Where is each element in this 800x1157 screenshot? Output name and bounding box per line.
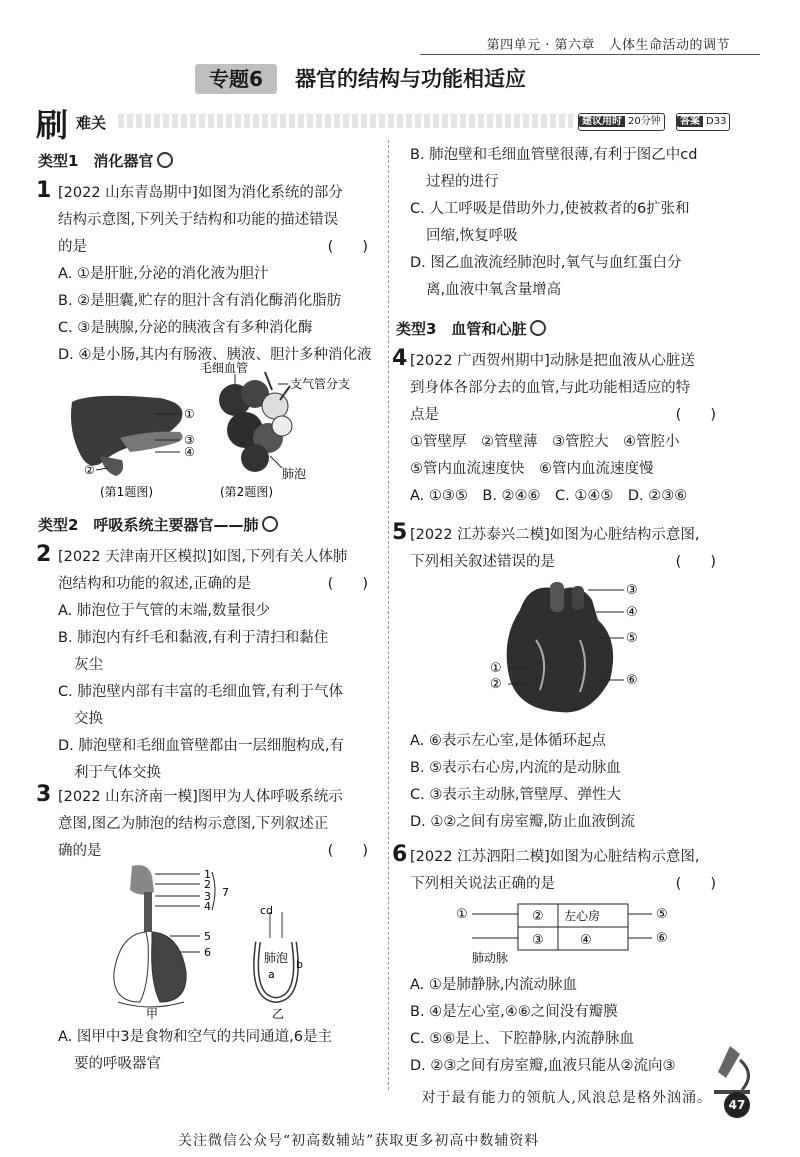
yi-label-a: a [268, 968, 275, 981]
q2-stem-2: 泡结构和功能的叙述,正确的是 [58, 576, 252, 592]
jia-label-5: 5 [204, 930, 211, 943]
figure-yi-caption: 乙 [272, 1007, 285, 1021]
q3-option-a-cont: 要的呼吸器官 [74, 1056, 161, 1072]
q2-option-c: C. 肺泡壁内部有丰富的毛细血管,有利于气体 [58, 684, 343, 700]
fig1-label-2: ② [84, 463, 95, 477]
q3-stem-3: 确的是 [58, 843, 102, 859]
fig2-bronchiole-label: 支气管分支 [290, 377, 351, 391]
check-icon [530, 320, 546, 336]
jia-label-6: 6 [204, 946, 211, 959]
q2-stem-1: [2022 天津南开区模拟]如图,下列有关人体肺 [58, 549, 348, 565]
topic-badge: 专题6 [195, 64, 277, 94]
q1-stem-3: 的是 [58, 239, 87, 255]
q1-answer-paren: ( ) [327, 239, 368, 255]
jia-label-2: 2 [204, 878, 211, 891]
jia-label-1: 1 [204, 868, 211, 881]
q3-stem-2: 意图,图乙为肺泡的结构示意图,下列叙述正 [58, 816, 329, 832]
schematic-label-left-atrium: 左心房 [564, 909, 601, 923]
question-6-options [410, 972, 740, 1080]
q1-stem-2: 结构示意图,下列关于结构和功能的描述错误 [58, 212, 339, 228]
topic-title: 器官的结构与功能相适应 [295, 67, 526, 91]
figure-digestive-lung [60, 360, 380, 500]
q1-option-b: B. ②是胆囊,贮存的胆汁含有消化酶消化脂肪 [58, 293, 342, 309]
schematic-label-4: ④ [580, 933, 592, 948]
question-3 [58, 784, 378, 865]
q1-option-d: D. ④是小肠,其内有肠液、胰液、胆汁多种消化液 [58, 347, 372, 363]
check-icon [157, 152, 173, 168]
jia-label-4: 4 [204, 900, 211, 913]
jia-label-7: 7 [222, 886, 229, 899]
microscope-icon [700, 1040, 760, 1100]
schematic-label-1: ① [456, 907, 468, 922]
q3-option-a: A. 图甲中3是食物和空气的共同通道,6是主 [58, 1029, 332, 1045]
heart-label-3: ③ [626, 583, 638, 598]
fig1-caption: (第1题图) [100, 485, 153, 499]
yi-label-cd: cd [260, 904, 274, 917]
motto: 对于最有能力的领航人,风浪总是格外汹涌。 [421, 1090, 712, 1106]
time-tag [578, 113, 665, 131]
q5-option-d: D. ①②之间有房室瓣,防止血液倒流 [410, 814, 635, 830]
question-4 [410, 348, 740, 510]
q6-option-a: A. ①是肺静脉,内流动脉血 [410, 977, 577, 993]
q5-answer-paren: ( ) [675, 554, 716, 570]
column-divider [388, 140, 389, 1090]
question-1 [58, 180, 378, 369]
question-5 [410, 522, 740, 576]
level-char: 刷 [36, 106, 69, 144]
answer-value: D33 [706, 116, 727, 127]
q2-option-d: D. 肺泡壁和毛细血管壁都由一层细胞构成,有 [58, 738, 344, 754]
q4-stem-2: 到身体各部分去的血管,与此功能相适应的特 [410, 380, 691, 396]
schematic-label-3: ③ [532, 933, 544, 948]
q4-choices: A. ①③⑤ B. ②④⑥ C. ①④⑤ D. ②③⑥ [410, 488, 688, 504]
alveoli-illustration [219, 372, 292, 472]
question-3-number: 3 [36, 782, 52, 807]
q3-option-b: B. 肺泡壁和毛细血管壁很薄,有利于图乙中cd [410, 147, 698, 163]
yi-label-alveolus: 肺泡 [264, 951, 289, 965]
fig2-capillary-label: 毛细血管 [200, 361, 249, 375]
fig1-label-4: ④ [184, 445, 195, 459]
jia-label-3: 3 [204, 890, 211, 903]
level-label: 难关 [76, 114, 107, 132]
schematic-label-5: ⑤ [656, 907, 668, 922]
fig2-alveolus-label: 肺泡 [282, 467, 307, 481]
q4-answer-paren: ( ) [675, 407, 716, 423]
question-4-number: 4 [392, 346, 408, 371]
heart-illustration [507, 582, 613, 712]
heart-label-4: ④ [626, 605, 638, 620]
q6-option-b: B. ④是左心室,④⑥之间没有瓣膜 [410, 1004, 618, 1020]
fig1-label-3: ③ [184, 433, 195, 447]
chapter-header: 第四单元 · 第六章 人体生命活动的调节 [486, 38, 730, 53]
figure-respiratory-system [100, 862, 330, 1022]
question-5-number: 5 [392, 520, 408, 545]
q5-stem-2: 下列相关叙述错误的是 [410, 554, 555, 570]
q5-option-c: C. ③表示主动脉,管壁厚、弹性大 [410, 787, 621, 803]
q3-option-d: D. 图乙血液流经肺泡时,氧气与血红蛋白分 [410, 255, 682, 271]
q2-option-a: A. 肺泡位于气管的末端,数量很少 [58, 603, 270, 619]
q4-statements-2: ⑤管内血流速度快 ⑥管内血流速度慢 [410, 461, 654, 477]
question-2 [58, 544, 378, 787]
time-label: 建议用时 [579, 116, 625, 127]
q2-answer-paren: ( ) [327, 576, 368, 592]
section-1-heading: 类型1 消化器官 [38, 150, 173, 171]
question-2-number: 2 [36, 542, 52, 567]
q3-answer-paren: ( ) [327, 843, 368, 859]
q3-option-c-cont: 回缩,恢复呼吸 [426, 228, 518, 244]
q3-option-d-cont: 离,血液中氧含量增高 [426, 282, 562, 298]
q6-stem-1: [2022 江苏泗阳二模]如图为心脏结构示意图, [410, 849, 700, 865]
q2-option-b-cont: 灰尘 [74, 657, 103, 673]
section-2-heading: 类型2 呼吸系统主要器官——肺 [38, 514, 278, 535]
q6-option-d: D. ②③之间有房室瓣,血液只能从②流向③ [410, 1058, 676, 1074]
question-3-options-bcd [410, 142, 740, 304]
q6-option-c: C. ⑤⑥是上、下腔静脉,内流静脉血 [410, 1031, 634, 1047]
q1-option-c: C. ③是胰腺,分泌的胰液含有多种消化酶 [58, 320, 313, 336]
q2-option-d-cont: 利于气体交换 [74, 765, 161, 781]
check-icon [262, 516, 278, 532]
q2-option-b: B. 肺泡内有纤毛和黏液,有利于清扫和黏住 [58, 630, 329, 646]
q2-option-c-cont: 交换 [74, 711, 103, 727]
question-1-number: 1 [36, 178, 52, 203]
question-5-options [410, 728, 740, 836]
schematic-label-6: ⑥ [656, 931, 668, 946]
section-3-heading: 类型3 血管和心脏 [396, 318, 546, 339]
q4-statements-1: ①管壁厚 ②管壁薄 ③管腔大 ④管腔小 [410, 434, 680, 450]
heart-label-1: ① [490, 661, 502, 676]
time-value: 20分钟 [628, 116, 661, 127]
heart-label-6: ⑥ [626, 673, 638, 688]
answer-tag [676, 113, 730, 131]
schematic-label-2: ② [532, 909, 544, 924]
figure-heart [480, 580, 660, 720]
decorative-stripe [118, 114, 573, 128]
heart-label-5: ⑤ [626, 631, 638, 646]
q3-option-c: C. 人工呼吸是借助外力,使被救者的6扩张和 [410, 201, 690, 217]
fig2-caption: (第2题图) [220, 485, 273, 499]
q6-stem-2: 下列相关说法正确的是 [410, 876, 555, 892]
q6-answer-paren: ( ) [675, 876, 716, 892]
answer-label: 答案 [677, 116, 703, 127]
q4-stem-3: 点是 [410, 407, 439, 423]
yi-label-b: b [296, 958, 303, 971]
q5-option-b: B. ⑤表示右心房,内流的是动脉血 [410, 760, 621, 776]
q5-stem-1: [2022 江苏泰兴二模]如图为心脏结构示意图, [410, 527, 700, 543]
figure-heart-schematic [452, 902, 692, 966]
fig1-label-1: ① [184, 407, 195, 421]
header-rule [420, 54, 760, 55]
q3-stem-1: [2022 山东济南一模]图甲为人体呼吸系统示 [58, 789, 343, 805]
question-3-options-a [58, 1024, 378, 1078]
page-number: 47 [724, 1092, 750, 1118]
q1-stem-1: [2022 山东青岛期中]如图为消化系统的部分 [58, 185, 343, 201]
figure-jia-caption: 甲 [146, 1007, 159, 1021]
question-6-number: 6 [392, 842, 408, 867]
q5-option-a: A. ⑥表示左心室,是体循环起点 [410, 733, 606, 749]
q3-option-b-cont: 过程的进行 [426, 174, 499, 190]
footer-note: 关注微信公众号“初高数辅站”获取更多初高中数辅资料 [178, 1133, 540, 1149]
schematic-label-pulmonary-artery: 肺动脉 [472, 951, 509, 965]
question-6 [410, 844, 740, 898]
q4-stem-1: [2022 广西贺州期中]动脉是把血液从心脏送 [410, 353, 695, 369]
heart-label-2: ② [490, 677, 502, 692]
q1-option-a: A. ①是肝脏,分泌的消化液为胆汁 [58, 266, 269, 282]
